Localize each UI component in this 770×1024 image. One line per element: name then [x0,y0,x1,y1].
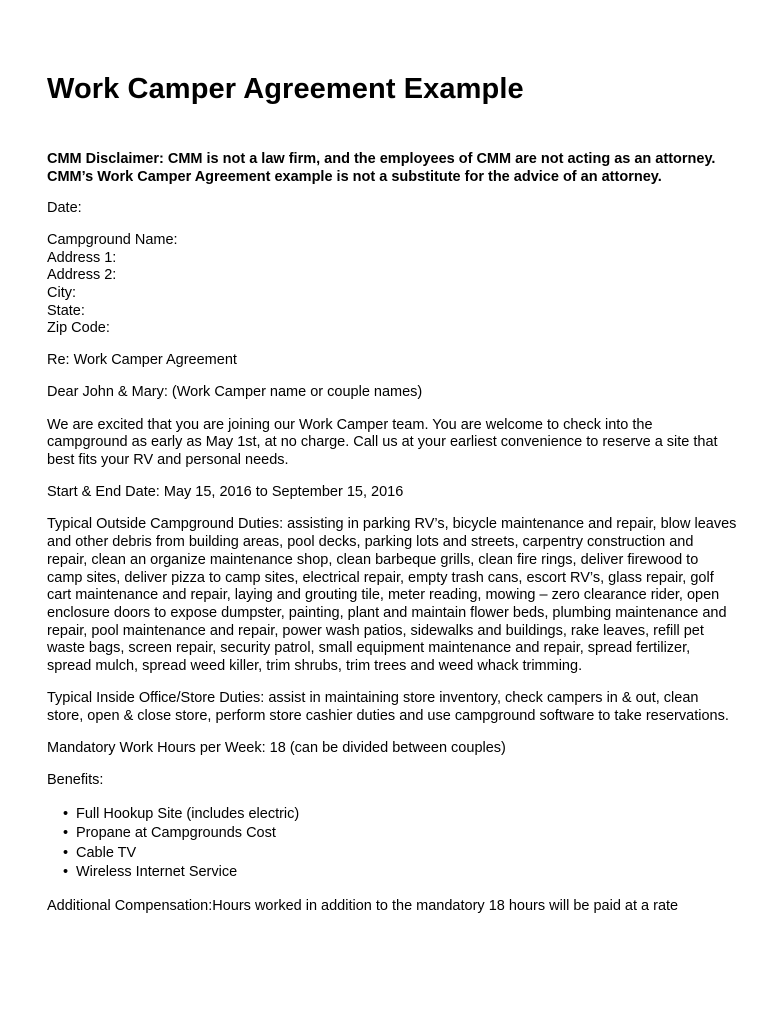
bullet-icon: • [63,864,69,881]
re-line: Re: Work Camper Agreement [47,352,237,369]
document-title: Work Camper Agreement Example [47,73,524,105]
intro-paragraph: We are excited that you are joining our Work Camper team. You are welcome to check into the campground as early as May 1st, at no charge. Call us at your earliest convenience to reserve a site that best fits your RV and personal needs. [47,416,718,469]
list-item: • Propane at Campgrounds Cost [63,824,737,844]
bullet-icon: • [63,844,69,861]
benefits-label: Benefits: [47,772,104,789]
address-block [47,232,737,338]
bullet-icon: • [63,825,69,842]
list-item: • Wireless Internet Service [63,863,737,883]
disclaimer-paragraph: CMM Disclaimer: CMM is not a law firm, and the employees of CMM are not acting as an attorney. CMM’s Work Camper Agreement example is not a substitute for the advice of an attorney. [47,151,716,185]
list-item: • Full Hookup Site (includes electric) [63,805,737,825]
state-line: State: [47,302,85,319]
address2-line: Address 2: [47,267,117,284]
list-item: • Cable TV [63,844,737,864]
inside-duties-paragraph: Typical Inside Office/Store Duties: assist in maintaining store inventory, check campers in & out, clean store, open & close store, perform store cashier duties and use campground software to take reservations. [47,690,729,725]
outside-duties-paragraph: Typical Outside Campground Duties: assisting in parking RV’s, bicycle maintenance and repair, blow leaves and other debris from building areas, pool decks, parking lots and streets, carpentry construction and repair, clean an organize maintenance shop, clean barbeque grills, clean fire rings, deliver firewood to camp sites, deliver pizza to camp sites, electrical repair, empty trash cans, escort RV’s, glass repair, golf cart maintenance and repair, laying and grouting tile, meter reading, mowing – zero clearance rider, open enclosure doors to expose dumpster, painting, plant and maintain flower beds, plumbing maintenance and repair, pool maintenance and repair, power wash patios, sidewalks and buildings, rake leaves, refill pet waste bags, screen repair, security patrol, small equipment maintenance and repair, spread fertilizer, spread mulch, spread weed killer, trim shrubs, trim trees and weed whack trimming. [47,516,737,675]
bullet-icon: • [63,805,69,822]
benefits-list [47,805,737,883]
campground-name-line: Campground Name: [47,232,178,249]
work-hours-line: Mandatory Work Hours per Week: 18 (can be divided between couples) [47,740,506,757]
address1-line: Address 1: [47,249,117,266]
zip-code-line: Zip Code: [47,320,110,337]
salutation: Dear John & Mary: (Work Camper name or couple names) [47,384,423,401]
start-end-date: Start & End Date: May 15, 2016 to September 15, 2016 [47,484,404,501]
city-line: City: [47,284,76,301]
document-page [47,72,737,930]
date-line: Date: [47,200,82,216]
additional-compensation-line: Additional Compensation:Hours worked in addition to the mandatory 18 hours will be paid at a rate [47,897,679,914]
